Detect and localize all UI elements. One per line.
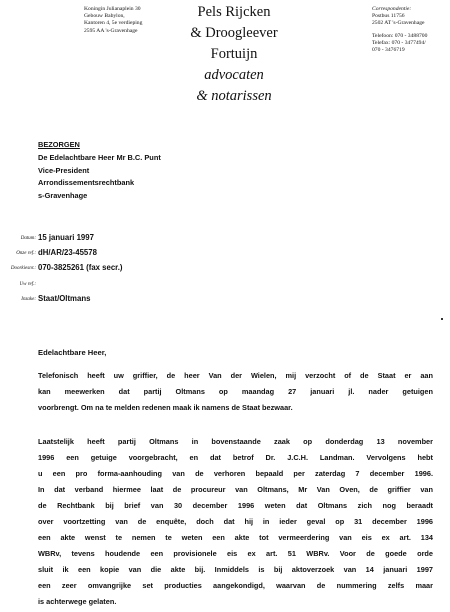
direct-line-value: 070-3825261 (fax secr.) [38, 263, 123, 273]
address-line: Gebouw Babylon, [84, 13, 125, 20]
recipient-block [38, 139, 161, 203]
recipient-line: Arrondissementsrechtbank [38, 178, 135, 188]
phone-line: Telefoon: 070 - 3488700 [372, 32, 428, 39]
text-line: WBRv, tevens houdende een provisionele eis ex art. 51 WBRv. Voor de goede orde [38, 549, 433, 558]
text-line: Telefonisch heeft uw griffier, de heer Van der Wielen, mij verzocht of de Staat er aan [38, 371, 433, 380]
text-line: kan meewerken dat partij Oltmans op maandag 27 januari jl. nader getuigen [38, 387, 433, 396]
text-line: 1996 een getuige voorgebracht, en dat betrof Dr. J.C.H. Landman. Vervolgens hebt [38, 453, 433, 462]
meta-row-direct-line [0, 263, 450, 278]
text-line: Laatstelijk heeft partij Oltmans in bovenstaande zaak op donderdag 13 november [38, 437, 433, 446]
office-address [84, 6, 142, 35]
meta-row-date [0, 233, 450, 248]
address-line: Postbus 11756 [372, 13, 405, 20]
correspondence-address [372, 6, 427, 54]
subject-value: Staat/Oltmans [38, 293, 91, 303]
text-line: over voortzetting van de enquête, doch dat hij in ieder geval op 31 december 1996 [38, 517, 433, 526]
correspondence-label: Correspondentie: [372, 6, 412, 12]
text-line: een akte wenst te nemen te weten een akte tot vermeerdering van eis ex art. 134 [38, 533, 433, 542]
date-value: 15 januari 1997 [38, 233, 94, 242]
meta-label: Datum: [20, 236, 36, 241]
fax-line: Telefax: 070 - 3477494/ [372, 39, 426, 46]
meta-label: Inzake: [21, 296, 36, 302]
address-line: 2595 AA 's-Gravenhage [84, 27, 138, 34]
recipient-line: De Edelachtbare Heer Mr B.C. Punt [38, 152, 161, 162]
meta-row-our-ref [0, 248, 450, 263]
text-line: In dat verband hiermee laat de procureur van Oltmans, Mr Van Oven, de griffier van [38, 485, 433, 494]
address-line: 2502 AT 's-Gravenhage [372, 20, 425, 27]
meta-label: Doorkiesnr.: [10, 266, 36, 272]
our-ref-value: dH/AR/23-45578 [38, 248, 97, 258]
reference-block [0, 233, 450, 309]
firm-name [172, 2, 296, 107]
salutation: Edelachtbare Heer, [38, 348, 107, 357]
text-line: de Rechtbank bij brief van 30 december 1996 weten dat Oltmans zich nog beraadt [38, 501, 433, 510]
text-line: voorbrengt. Om na te melden redenen maak ik namens de Staat bezwaar. [38, 403, 293, 412]
recipient-line: s-Gravenhage [38, 191, 88, 201]
text-line: een zeer omvangrijke set producties aangekondigd, waarvan de nummering zelfs maar [38, 581, 433, 590]
text-line: sluit ik een kopie van die akte bij. Inmiddels is bij aktoverzoek van 14 januari 1997 [38, 565, 433, 574]
meta-row-subject [0, 294, 450, 309]
address-line: Kantoren 4, 5e verdieping [84, 20, 143, 27]
firm-line: & Droogleever [190, 25, 278, 41]
meta-label: Uw ref.: [19, 281, 36, 287]
address-line: Koningin Julianaplein 30 [84, 6, 141, 12]
meta-label: Onze ref.: [16, 251, 36, 257]
paragraph-1 [38, 368, 433, 416]
text-line: u een pro forma-aanhouding van de verhoren bepaald per zaterdag 7 december 1996. [38, 469, 433, 478]
firm-line: Pels Rijcken [197, 4, 271, 20]
recipient-line: Vice-President [38, 165, 90, 175]
text-line: is achterwege gelaten. [38, 597, 117, 606]
fax-line: 070 - 3476719 [372, 47, 405, 54]
margin-mark [441, 318, 443, 320]
meta-row-your-ref [0, 279, 450, 294]
paragraph-2 [38, 434, 433, 610]
delivery-heading: BEZORGEN [38, 140, 80, 149]
firm-tagline: & notarissen [196, 88, 272, 104]
firm-tagline: advocaten [204, 67, 264, 83]
firm-line: Fortuijn [210, 46, 258, 62]
